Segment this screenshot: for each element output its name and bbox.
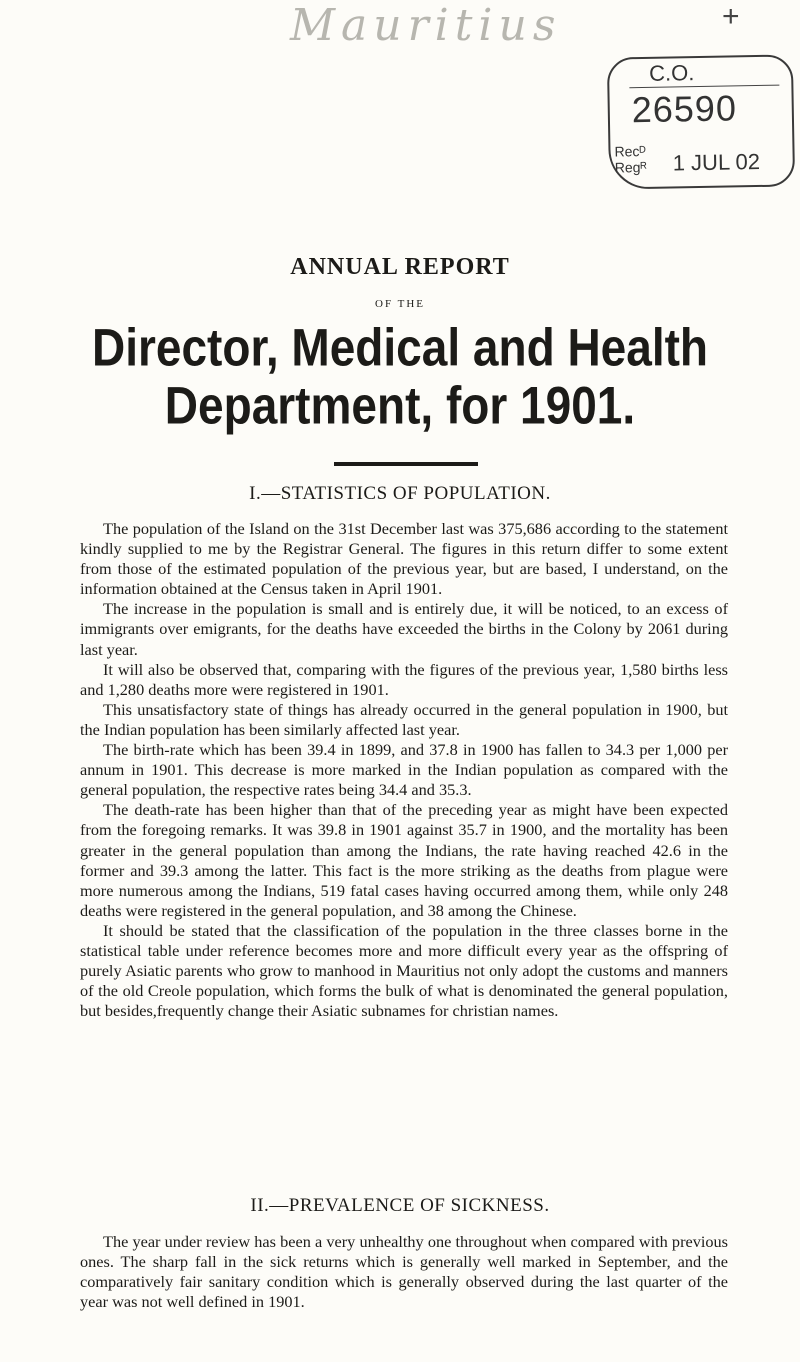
stamp-office: C.O. [648, 60, 695, 86]
stamp-recd: Recᴰ [614, 142, 646, 160]
report-title-line-2: Department, for 1901. [164, 375, 636, 435]
handwritten-annotation: Mauritius [290, 0, 562, 51]
paragraph: It will also be observed that, comparing with the figures of the previous year, 1,580 births less and 1,280 deaths more were registered in 1901. [80, 659, 728, 699]
paragraph: The year under review has been a very unhealthy one throughout when compared with previous ones. The sharp fall in the sick returns which is generally well marked in September, and the comparatively fair sanitary condition which is generally observed during the last quarter of the year was not well defined in 1901. [80, 1232, 728, 1312]
stamp-date: 1 JUL 02 [672, 148, 761, 176]
stamp-number: 26590 [631, 87, 738, 131]
paragraph: The death-rate has been higher than that of the preceding year as might have been expected from the foregoing remarks. It was 39.8 in 1901 against 35.7 in 1900, and the mortality has been greater in the general population than among the Indians, the rate having reached 42.6 in the former and 39.3 among the latter. This fact is the more striking as the deaths from plague were more numerous among the Indians, 519 fatal cases having occurred among them, while only 248 deaths were registered in the general population, and 38 among the Chinese. [80, 800, 728, 920]
section-heading-sickness: II.—PREVALENCE OF SICKNESS. [250, 1195, 550, 1216]
report-kicker: ANNUAL REPORT [290, 254, 510, 280]
paragraph: It should be stated that the classification of the population in the three classes borne in the statistical table under reference becomes more and more difficult every year as the offspring of purely Asiatic parents who grow to manhood in Mauritius not only adopt the customs and manners of the old Creole population, which forms the bulk of what is denominated the general population, but besides,frequently change their Asiatic subnames for christian names. [80, 920, 728, 1021]
paragraph: The population of the Island on the 31st December last was 375,686 according to the statement kindly supplied to me by the Registrar General. The figures in this return differ to some extent from those of the estimated population of the previous year, but are based, I understand, on the information obtained at the Census taken in April 1901. [80, 519, 728, 599]
section-heading-statistics: I.—STATISTICS OF POPULATION. [249, 483, 551, 504]
section-body-statistics [80, 519, 728, 1021]
stamp-regd: Regᴿ [614, 158, 647, 176]
paragraph: The birth-rate which has been 39.4 in 1899, and 37.8 in 1900 has fallen to 34.3 per 1,000 per annum in 1901. This decrease is more marked in the Indian population as compared with the general population, the respective rates being 34.4 and 35.3. [80, 740, 728, 800]
paragraph: This unsatisfactory state of things has already occurred in the general population in 1900, but the Indian population has been similarly affected last year. [80, 699, 728, 739]
title-divider [334, 462, 478, 466]
corner-mark: + [722, 0, 740, 33]
report-title-line-1: Director, Medical and Health [91, 317, 709, 377]
received-stamp [607, 54, 795, 189]
paragraph: The increase in the population is small and is entirely due, it will be noticed, to an excess of immigrants over emigrants, for the deaths have exceeded the births in the Colony by 2061 during last year. [80, 599, 728, 659]
section-body-sickness [80, 1232, 728, 1312]
report-of-the: OF THE [375, 298, 425, 310]
stamp-recd-label [614, 143, 647, 176]
